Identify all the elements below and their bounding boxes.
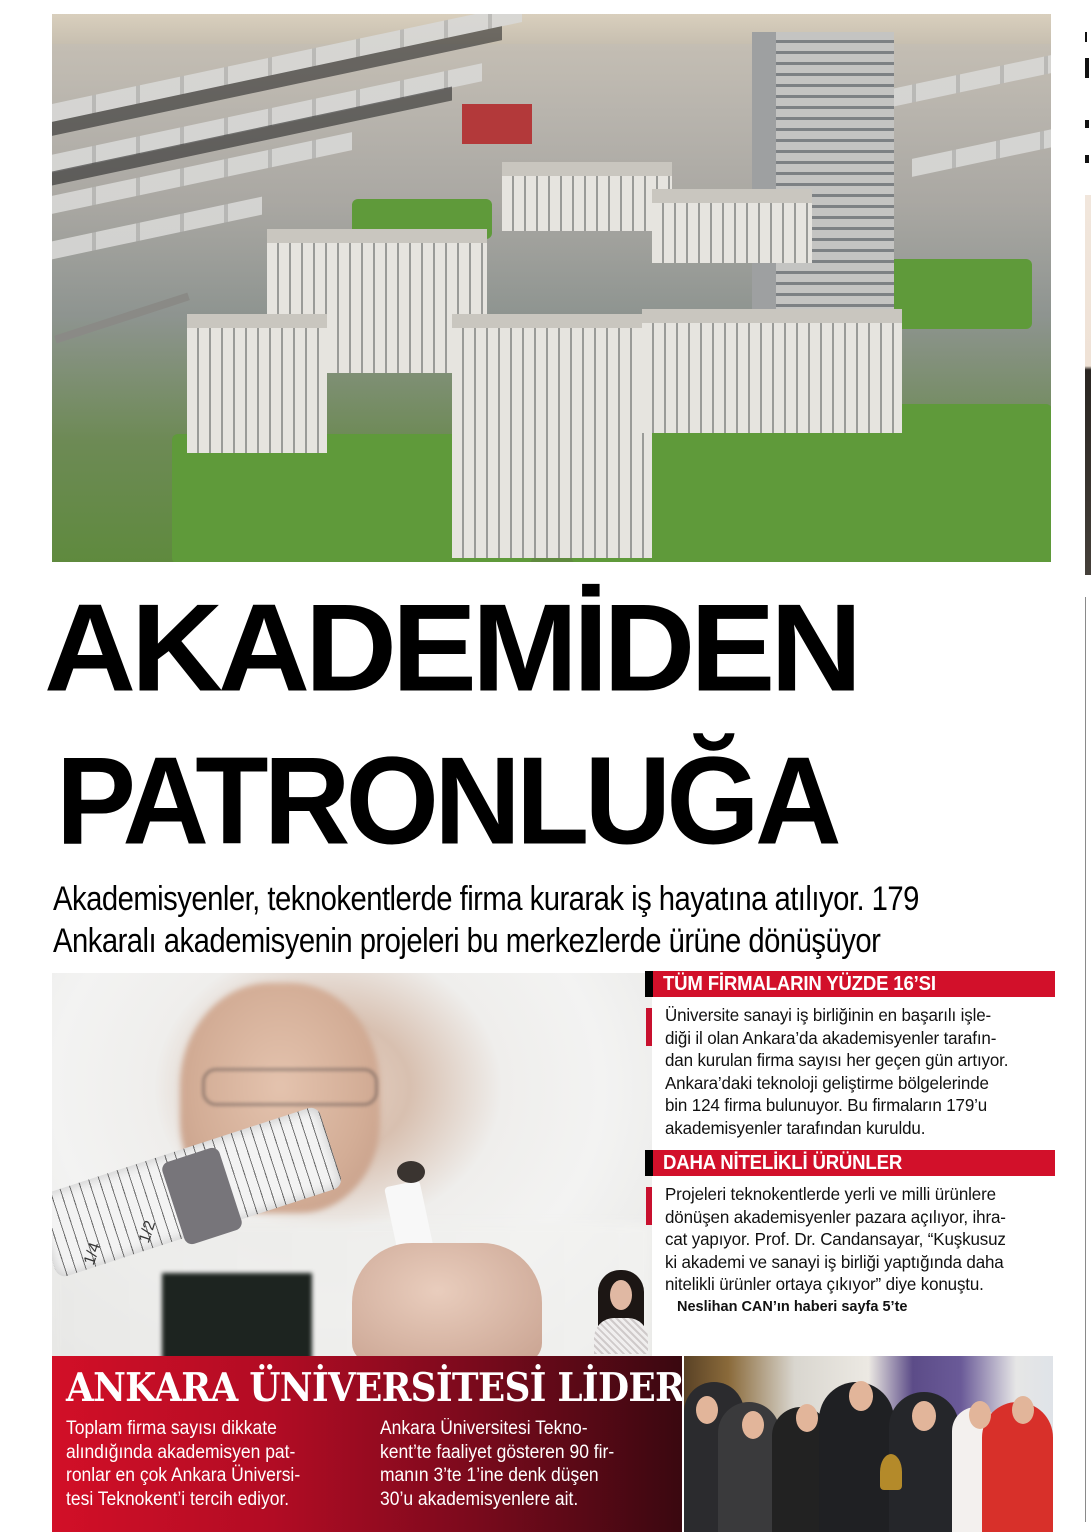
- body-line: ki akademi ve sanayi iş birliği yaptığında daha: [665, 1251, 1004, 1272]
- photo-face: [742, 1411, 764, 1439]
- photo-factory-row: [912, 129, 1051, 177]
- adjacent-text-fragment: [1085, 32, 1087, 42]
- photo-face: [912, 1401, 936, 1431]
- photo-factory-row: [872, 55, 1051, 111]
- body-line: bin 124 firma bulunuyor. Bu firmaların 179’u: [665, 1095, 988, 1115]
- adjacent-text-fragment: [1085, 155, 1089, 163]
- adjacent-column-rule: [1085, 597, 1086, 1522]
- photo-face: [696, 1396, 718, 1424]
- body-line: cat yapıyor. Prof. Dr. Candansayar, “Kuşkusuz: [665, 1229, 1006, 1249]
- section-heading-text: DAHA NİTELİKLİ ÜRÜNLER: [663, 1152, 903, 1174]
- syringe-marking-half: 1/2: [136, 1218, 160, 1246]
- photo-building: [452, 314, 652, 558]
- subheadline: [53, 878, 919, 962]
- subheadline-line-1: Akademisyenler, teknokentlerde firma kurarak iş hayatına atılıyor. 179: [53, 880, 919, 918]
- reporter-portrait: [590, 1270, 652, 1354]
- hero-aerial-photo: [52, 14, 1051, 562]
- red-bullet-bar: [646, 1008, 652, 1046]
- adjacent-page-edge: [1085, 0, 1091, 1537]
- photo-hand: [352, 1243, 542, 1356]
- photo-glasses: [202, 1068, 378, 1106]
- photo-face: [849, 1381, 873, 1411]
- portrait-face: [610, 1280, 632, 1310]
- photo-shirt: [162, 1273, 312, 1356]
- section-body-quality-products: [645, 1183, 1055, 1296]
- photo-building: [187, 314, 327, 453]
- body-line: dönüşen akademisyenler pazara açılıyor, ihra-: [665, 1206, 1006, 1227]
- subheadline-line-2: Ankaralı akademisyenin projeleri bu merkezlerde ürüne dönüşüyor: [53, 922, 881, 960]
- body-line: Ankara’daki teknoloji geliştirme bölgelerinde: [665, 1072, 989, 1093]
- adjacent-text-fragment: [1085, 58, 1089, 78]
- section-body-firms-percent: [645, 1004, 1055, 1139]
- box-title: ANKARA ÜNİVERSİTESİ LİDER: [66, 1365, 685, 1411]
- headline-line-1: AKADEMİDEN: [44, 577, 858, 717]
- adjacent-photo-strip: [1085, 195, 1091, 575]
- body-line: dan kurulan firma sayısı her geçen gün artıyor.: [665, 1050, 1009, 1070]
- photo-mosquito: [397, 1161, 425, 1183]
- box-line: Toplam firma sayısı dikkate: [66, 1418, 277, 1439]
- scientist-syringe-photo: [52, 973, 652, 1356]
- section-heading-quality-products: [645, 1150, 1055, 1176]
- section-heading-firms-percent: [645, 971, 1055, 997]
- box-line: alındığında akademisyen pat-: [66, 1441, 296, 1463]
- body-line: akademisyenler tarafından kuruldu.: [665, 1117, 926, 1138]
- photo-award-trophy: [880, 1454, 902, 1490]
- reporter-byline[interactable]: Neslihan CAN’ın haberi sayfa 5’te: [677, 1298, 908, 1315]
- photo-face: [969, 1401, 991, 1429]
- award-group-photo: [684, 1356, 1053, 1532]
- photo-face: [796, 1404, 818, 1432]
- photo-red-roof: [462, 104, 532, 144]
- section-heading-text: TÜM FİRMALARIN YÜZDE 16’SI: [663, 973, 936, 995]
- adjacent-text-fragment: [1085, 120, 1089, 128]
- box-line: ronlar en çok Ankara Üniversi-: [66, 1465, 301, 1486]
- red-bullet-bar: [646, 1187, 652, 1225]
- headline-line-2: PATRONLUĞA: [56, 730, 837, 870]
- photo-building: [502, 162, 672, 231]
- ankara-university-box: [52, 1356, 685, 1532]
- body-line: Projeleri teknokentlerde yerli ve milli ürünlere: [665, 1184, 996, 1204]
- photo-building: [652, 189, 812, 263]
- story-sidebar: [645, 971, 1055, 1315]
- body-line: nitelikli ürünler ortaya çıkıyor” diye konuştu.: [665, 1274, 984, 1294]
- portrait-clothing: [594, 1318, 648, 1354]
- body-line: Üniversite sanayi iş birliğinin en başarılı işle-: [665, 1005, 992, 1025]
- photo-lawn: [882, 259, 1032, 329]
- photo-road: [54, 293, 190, 344]
- box-column-2: [380, 1417, 614, 1511]
- box-column-1: [66, 1417, 300, 1511]
- syringe-marking-quarter: 1/4: [81, 1240, 105, 1268]
- photo-face: [1012, 1396, 1034, 1424]
- box-line: tesi Teknokent’i tercih ediyor.: [66, 1488, 290, 1510]
- box-line: kent’te faaliyet gösteren 90 fir-: [380, 1441, 615, 1463]
- photo-building: [642, 309, 902, 433]
- body-line: diği il olan Ankara’da akademisyenler tarafın-: [665, 1027, 997, 1048]
- box-line: manın 3’te 1’ine denk düşen: [380, 1465, 599, 1486]
- photo-horizon: [52, 14, 1051, 44]
- box-line: Ankara Üniversitesi Tekno-: [380, 1418, 588, 1439]
- box-line: 30’u akademisyenlere ait.: [380, 1488, 579, 1510]
